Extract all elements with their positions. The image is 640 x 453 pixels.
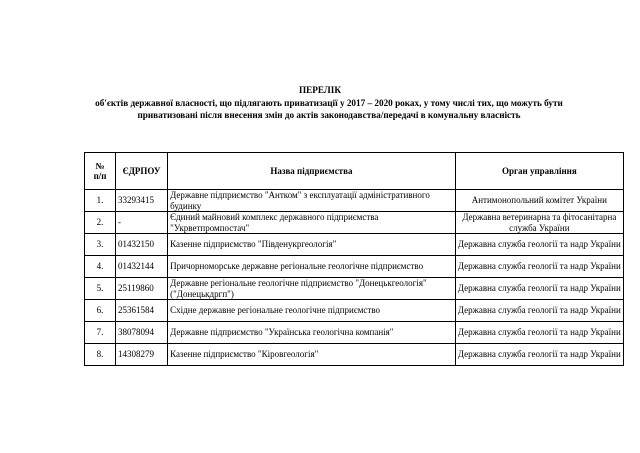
- row-code: 25119860: [116, 278, 168, 300]
- table-header-row: [85, 153, 624, 190]
- row-number: 5.: [85, 278, 116, 300]
- header-code: ЄДРПОУ: [116, 153, 168, 190]
- row-org: Антимонопольний комітет України: [455, 190, 623, 212]
- table-row: [85, 322, 624, 344]
- row-org: Державна служба геології та надр України: [455, 322, 623, 344]
- row-number: 1.: [85, 190, 116, 212]
- row-number: 4.: [85, 256, 116, 278]
- row-name: Причорноморське державне регіональне геологічне підприємство: [168, 256, 456, 278]
- header-number-line1: №: [95, 160, 105, 171]
- row-code: 14308279: [116, 344, 168, 366]
- row-name: Державне регіональне геологічне підприємство "Донецькгеологія" ("Донецькдргп"): [168, 278, 456, 300]
- row-name: Східне державне регіональне геологічне підприємство: [168, 300, 456, 322]
- row-org: Державна служба геології та надр України: [455, 234, 623, 256]
- row-code: 33293415: [116, 190, 168, 212]
- table-row: [85, 344, 624, 366]
- row-name: Державне підприємство "Українська геологічна компанія": [168, 322, 456, 344]
- objects-table: [84, 152, 624, 366]
- table-row: [85, 190, 624, 212]
- document-subtitle: об'єктів державної власності, що підлягають приватизації у 2017 – 2020 роках, у тому числі тих, що можуть бути приватизовані після внесення змін до актів законодавства/передачі в комунальну власність: [95, 97, 563, 120]
- row-number: 6.: [85, 300, 116, 322]
- row-code: 01432144: [116, 256, 168, 278]
- header-number: [85, 153, 116, 190]
- header-name: Назва підприємства: [168, 153, 456, 190]
- row-code: 25361584: [116, 300, 168, 322]
- row-org: Державна ветеринарна та фітосанітарна служба України: [455, 212, 623, 234]
- table-row: [85, 212, 624, 234]
- row-number: 2.: [85, 212, 116, 234]
- header-number-line2: п/п: [93, 171, 107, 181]
- row-org: Державна служба геології та надр України: [455, 300, 623, 322]
- table-row: [85, 234, 624, 256]
- header-org: Орган управління: [455, 153, 623, 190]
- table-row: [85, 278, 624, 300]
- row-number: 8.: [85, 344, 116, 366]
- table-row: [85, 256, 624, 278]
- table-row: [85, 300, 624, 322]
- row-org: Державна служба геології та надр України: [455, 344, 623, 366]
- row-org: Державна служба геології та надр України: [455, 256, 623, 278]
- row-number: 7.: [85, 322, 116, 344]
- row-code: -: [116, 212, 168, 234]
- row-code: 01432150: [116, 234, 168, 256]
- row-number: 3.: [85, 234, 116, 256]
- row-name: Казенне підприємство "Південукргеологія": [168, 234, 456, 256]
- row-name: Державне підприємство "Антком" з експлуатації адміністративного будинку: [168, 190, 456, 212]
- document-heading: [0, 84, 640, 122]
- row-name: Єдиний майновий комплекс державного підприємства "Укрветпромпостач": [168, 212, 456, 234]
- row-name: Казенне підприємство "Кіровгеологія": [168, 344, 456, 366]
- row-code: 38078094: [116, 322, 168, 344]
- row-org: Державна служба геології та надр України: [455, 278, 623, 300]
- document-title: ПЕРЕЛІК: [299, 85, 341, 95]
